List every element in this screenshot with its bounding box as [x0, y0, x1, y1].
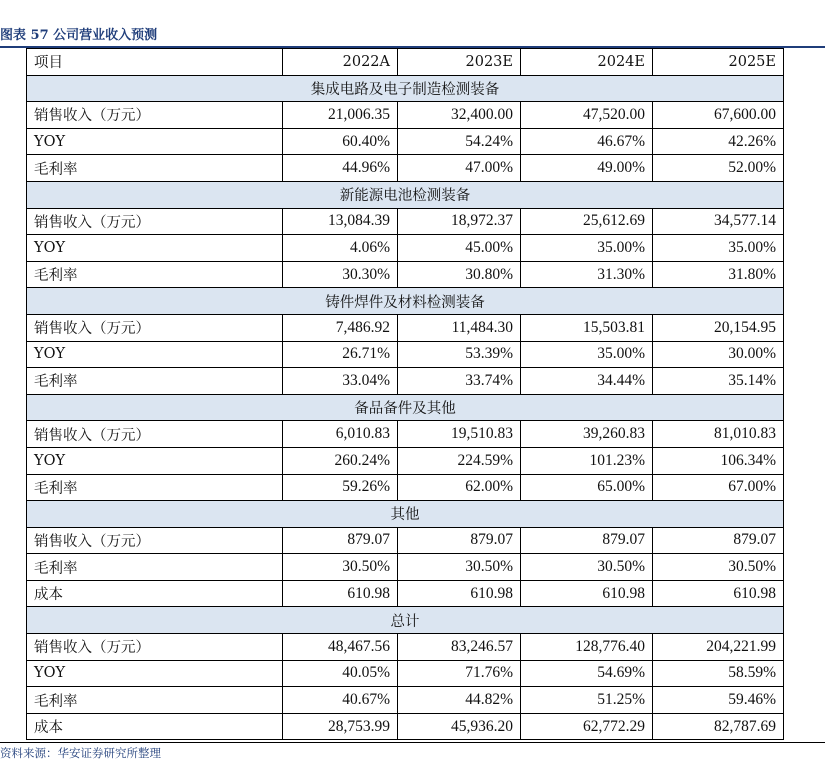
value-cell: 42.26% [653, 128, 784, 155]
value-cell: 21,006.35 [283, 102, 398, 129]
value-cell: 67,600.00 [653, 102, 784, 129]
row-label: YOY [27, 128, 283, 155]
table-row [27, 155, 784, 182]
revenue-forecast-table [26, 48, 784, 740]
value-cell: 30.80% [398, 261, 521, 288]
figure-title: 图表 57 公司营业收入预测 [0, 28, 158, 43]
value-cell: 52.00% [653, 155, 784, 182]
row-label: 销售收入（万元） [27, 102, 283, 129]
section-header-row [27, 75, 784, 102]
table-row [27, 341, 784, 368]
row-label: 毛利率 [27, 687, 283, 714]
row-label: 销售收入（万元） [27, 421, 283, 448]
table-body [27, 75, 784, 740]
value-cell: 33.74% [398, 368, 521, 395]
value-cell: 18,972.37 [398, 208, 521, 235]
table-row [27, 687, 784, 714]
section-header-row [27, 288, 784, 315]
section-title: 新能源电池检测装备 [27, 181, 784, 208]
source-note: 资料来源：华安证券研究所整理 [0, 746, 161, 760]
value-cell: 49.00% [521, 155, 653, 182]
table-row [27, 261, 784, 288]
value-cell: 7,486.92 [283, 314, 398, 341]
row-label: 销售收入（万元） [27, 208, 283, 235]
value-cell: 30.50% [398, 554, 521, 581]
value-cell: 54.24% [398, 128, 521, 155]
table-row [27, 634, 784, 661]
value-cell: 65.00% [521, 474, 653, 501]
value-cell: 34.44% [521, 368, 653, 395]
section-header-row [27, 501, 784, 528]
row-label: YOY [27, 235, 283, 262]
value-cell: 81,010.83 [653, 421, 784, 448]
table-row [27, 527, 784, 554]
section-title: 集成电路及电子制造检测装备 [27, 75, 784, 102]
value-cell: 67.00% [653, 474, 784, 501]
header-year-2023e: 2023E [398, 49, 521, 76]
table-row [27, 421, 784, 448]
table-row [27, 580, 784, 607]
value-cell: 48,467.56 [283, 634, 398, 661]
value-cell: 879.07 [653, 527, 784, 554]
bottom-divider [0, 742, 825, 743]
value-cell: 33.04% [283, 368, 398, 395]
value-cell: 610.98 [521, 580, 653, 607]
value-cell: 28,753.99 [283, 713, 398, 740]
value-cell: 45.00% [398, 235, 521, 262]
row-label: 毛利率 [27, 368, 283, 395]
row-label: YOY [27, 341, 283, 368]
value-cell: 40.05% [283, 660, 398, 687]
value-cell: 30.50% [653, 554, 784, 581]
value-cell: 610.98 [398, 580, 521, 607]
section-header-row [27, 607, 784, 634]
section-title: 其他 [27, 501, 784, 528]
section-title: 总计 [27, 607, 784, 634]
table-header-row [27, 49, 784, 76]
table-row [27, 447, 784, 474]
value-cell: 58.59% [653, 660, 784, 687]
value-cell: 47,520.00 [521, 102, 653, 129]
row-label: 销售收入（万元） [27, 527, 283, 554]
value-cell: 4.06% [283, 235, 398, 262]
row-label: 成本 [27, 713, 283, 740]
value-cell: 25,612.69 [521, 208, 653, 235]
value-cell: 30.30% [283, 261, 398, 288]
table-row [27, 368, 784, 395]
row-label: 毛利率 [27, 474, 283, 501]
value-cell: 62,772.29 [521, 713, 653, 740]
value-cell: 19,510.83 [398, 421, 521, 448]
value-cell: 35.00% [521, 341, 653, 368]
value-cell: 40.67% [283, 687, 398, 714]
row-label: YOY [27, 447, 283, 474]
value-cell: 610.98 [283, 580, 398, 607]
section-title: 铸件焊件及材料检测装备 [27, 288, 784, 315]
table-row [27, 235, 784, 262]
value-cell: 39,260.83 [521, 421, 653, 448]
header-year-2025e: 2025E [653, 49, 784, 76]
value-cell: 71.76% [398, 660, 521, 687]
row-label: 毛利率 [27, 261, 283, 288]
value-cell: 879.07 [398, 527, 521, 554]
value-cell: 82,787.69 [653, 713, 784, 740]
value-cell: 35.00% [653, 235, 784, 262]
value-cell: 34,577.14 [653, 208, 784, 235]
value-cell: 54.69% [521, 660, 653, 687]
value-cell: 32,400.00 [398, 102, 521, 129]
section-header-row [27, 181, 784, 208]
value-cell: 11,484.30 [398, 314, 521, 341]
value-cell: 15,503.81 [521, 314, 653, 341]
value-cell: 31.30% [521, 261, 653, 288]
section-title: 备品备件及其他 [27, 394, 784, 421]
value-cell: 46.67% [521, 128, 653, 155]
value-cell: 879.07 [521, 527, 653, 554]
value-cell: 62.00% [398, 474, 521, 501]
row-label: 毛利率 [27, 155, 283, 182]
value-cell: 53.39% [398, 341, 521, 368]
value-cell: 30.50% [521, 554, 653, 581]
value-cell: 83,246.57 [398, 634, 521, 661]
row-label: 销售收入（万元） [27, 634, 283, 661]
header-year-2022a: 2022A [283, 49, 398, 76]
header-item: 项目 [27, 49, 283, 76]
row-label: YOY [27, 660, 283, 687]
value-cell: 106.34% [653, 447, 784, 474]
table-row [27, 713, 784, 740]
value-cell: 260.24% [283, 447, 398, 474]
value-cell: 51.25% [521, 687, 653, 714]
value-cell: 128,776.40 [521, 634, 653, 661]
row-label: 销售收入（万元） [27, 314, 283, 341]
header-year-2024e: 2024E [521, 49, 653, 76]
table-row [27, 128, 784, 155]
section-header-row [27, 394, 784, 421]
value-cell: 45,936.20 [398, 713, 521, 740]
value-cell: 224.59% [398, 447, 521, 474]
value-cell: 6,010.83 [283, 421, 398, 448]
value-cell: 44.82% [398, 687, 521, 714]
table-row [27, 208, 784, 235]
value-cell: 47.00% [398, 155, 521, 182]
row-label: 成本 [27, 580, 283, 607]
value-cell: 31.80% [653, 261, 784, 288]
table-row [27, 314, 784, 341]
value-cell: 204,221.99 [653, 634, 784, 661]
value-cell: 610.98 [653, 580, 784, 607]
row-label: 毛利率 [27, 554, 283, 581]
value-cell: 44.96% [283, 155, 398, 182]
value-cell: 60.40% [283, 128, 398, 155]
value-cell: 59.26% [283, 474, 398, 501]
value-cell: 30.50% [283, 554, 398, 581]
value-cell: 59.46% [653, 687, 784, 714]
table-row [27, 102, 784, 129]
value-cell: 35.00% [521, 235, 653, 262]
value-cell: 879.07 [283, 527, 398, 554]
value-cell: 20,154.95 [653, 314, 784, 341]
table-row [27, 660, 784, 687]
value-cell: 30.00% [653, 341, 784, 368]
table-row [27, 474, 784, 501]
value-cell: 26.71% [283, 341, 398, 368]
table-row [27, 554, 784, 581]
value-cell: 101.23% [521, 447, 653, 474]
value-cell: 13,084.39 [283, 208, 398, 235]
value-cell: 35.14% [653, 368, 784, 395]
